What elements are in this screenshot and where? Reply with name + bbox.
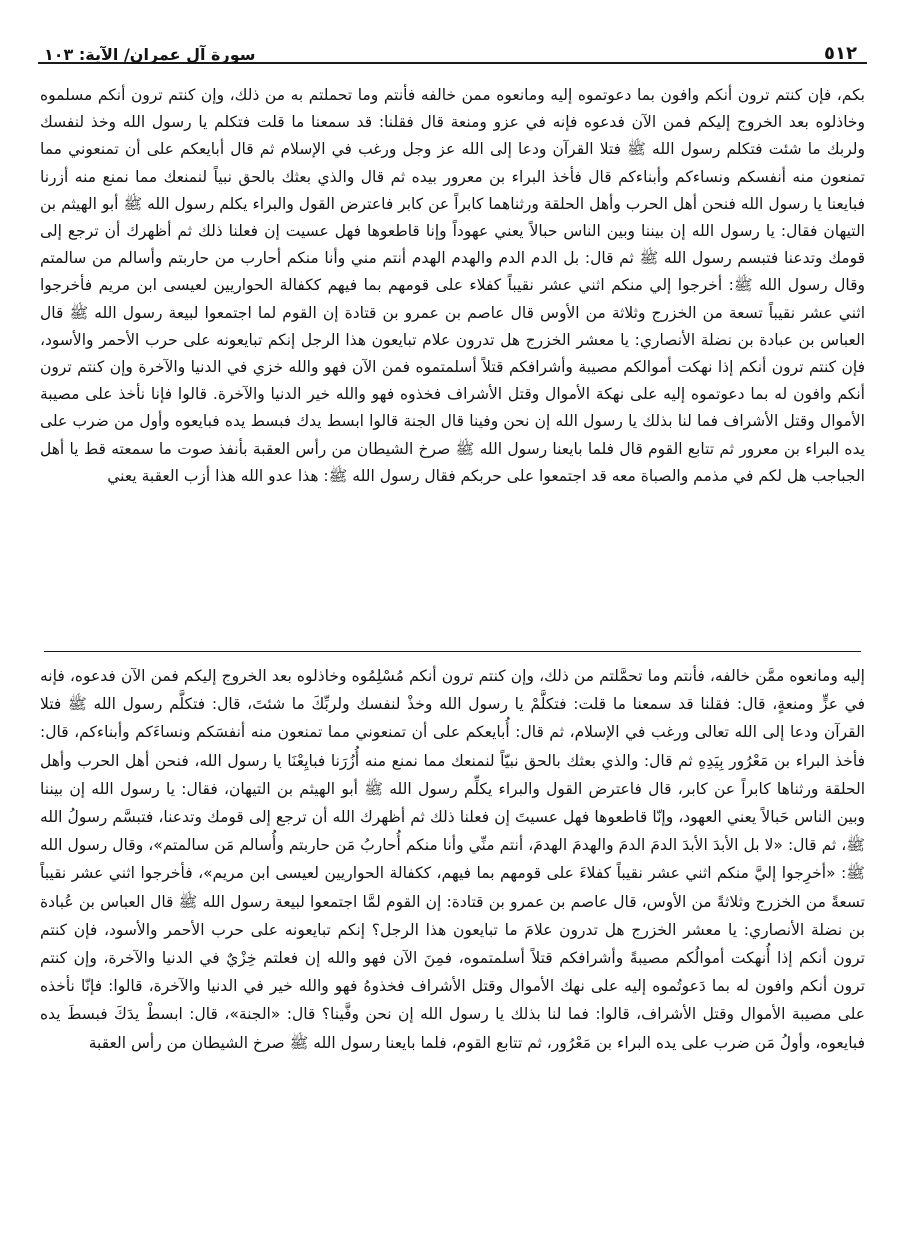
footnote-separator bbox=[44, 651, 861, 652]
page-header bbox=[40, 30, 865, 64]
footnote-text-body: إليه ومانعوه ممَّن خالفه، فأنتم وما تحمَّلتم من ذلك، وإن كنتم ترون أنكم مُسْلِمُوه وخاذلوه بعد الخروج إليكم فمن الآن فدعوه، فإنه في عزٍّ ومنعةٍ، قال: فقلنا قد سمعنا ما قلت: فتكلَّمْ يا رسول الله وخذْ لنفسك ولربِّكَ ما شئتَ، قال: فتكلَّم رسول الله ﷺ فتلا القرآن ودعا إلى الله تعالى ورغب في الإسلام، ثم قال: أُبايعكم على أن تمنعوني مما تمنعون منه أنفسَكم ونساءَكم وأبناءكم، قال: فأخذ البراء بن مَعْرُور بِيَدِهِ ثم قال: والذي بعثك بالحق نبيّاً لنمنعك مما نمنع منه أُزُرَنا فبايِعْنَا يا رسول الله، فنحن أهل الحرب وأهل الحلقة ورثناها كابراً عن كابر، قال فاعترض القول والبراء يكلِّم رسول الله ﷺ أبو الهيثم بن التيهان، فقال: يا رسول الله إن بيننا وبين الناس حَبالاً يعني العهود، وإنّا قاطعوها فهل عسيتَ إن فعلنا ذلك ثم أظهرك الله أن ترجع إلى قومك وتدعنا، فتبسَّم رسولُ الله ﷺ، ثم قال: «لا بل الأبدَ الأبدَ الدمَ الدمَ والهدمَ الهدمَ، أنتم منِّي وأنا منكم أُحاربُ مَن حاربتم وأُسالم مَن سالمتم»، وقال رسول الله ﷺ: «أخرِجوا إليَّ منكم اثني عشر نقيباً كفلاءَ على قومهم بما فيهم، ككفالة الحواريين لعيسى ابن مريم»، فأخرجوا اثني عشر نقيباً تسعةً من الخزرج وثلاثةً من الأوس، قال عاصم بن عمرو بن قتادة: إن القوم لمَّا اجتمعوا لبيعة رسول الله ﷺ قال العباس بن عُبادة بن نضلة الأنصاري: يا معشر الخزرج هل تدرون علامَ ما تبايعون هذا الرجل؟ إنكم تبايعونه على حرب الأحمر والأسود، فإن كنتم ترون أنكم إذا أُنهكت أموالُكم مصيبةً وأشرافكم قتلاً أسلمتموه، فمِنَ الآن فهو والله إن فعلتم خِزْيٌ في الدنيا والآخرة، وإن كنتم ترون أنكم وافون له بما دَعوتُموه إليه على نهك الأموال وقتل الأشراف فخذوهُ فهو والله خير في الدنيا والآخرة، قالوا: فإنّا نأخذه على مصيبة الأموال وقتل الأشراف، قالوا: فما لنا بذلك يا رسول الله إن نحن وفَّينا؟ قال: «الجنة»، قال: ابسطْ يدَكَ فبسطَ يده فبايعوه، وأولُ مَن ضرب على يده البراء بن مَعْرُور، ثم تتابع القوم، فلما بايعنا رسول الله ﷺ صرخ الشيطان من رأس العقبة bbox=[40, 667, 865, 1052]
header-rule bbox=[38, 62, 867, 64]
running-title: سورة آل عمران/ الآية: ١٠٣ bbox=[44, 45, 256, 64]
main-text-body: بكم، فإن كنتم ترون أنكم وافون بما دعوتموه إليه ومانعوه ممن خالفه فأنتم وما تحملتم به من ذلك، وإن كنتم ترون أنكم مسلموه وخاذلوه بعد الخروج إليكم فمن الآن فدعوه فإنه في عزو ومنعة قال فقلنا: قد سمعنا ما قلت فتكلم يا رسول الله وخذ لنفسك ولربك ما شئت فتكلم رسول الله ﷺ فتلا القرآن ودعا إلى الله عز وجل ورغب في الإسلام ثم قال أبايعكم على أن تمنعوني مما تمنعون منه أنفسكم ونساءكم وأبناءكم قال فأخذ البراء بن معرور بيده ثم قال والذي بعثك بالحق نبياً لنمنعك مما نمنع منه أزرنا فبايعنا يا رسول الله فنحن أهل الحرب وأهل الحلقة ورثناهما كابراً عن كابر فاعترض القول والبراء يكلم رسول الله ﷺ أبو الهيثم بن التيهان فقال: يا رسول الله إن بيننا وبين الناس حبالاً يعني عهوداً وإنا قاطعوها فهل عسيت إن فعلنا ذلك ثم أظهرك أن ترجع إلى قومك وتدعنا فتبسم رسول الله ﷺ ثم قال: بل الدم الدم والهدم الهدم أنتم مني وأنا منكم أحارب من حاربتم وأسالم من سالمتم وقال رسول الله ﷺ: أخرجوا إلي منكم اثني عشر نقيباً كفلاء على قومهم بما فيهم ككفالة الحواريين لعيسى ابن مريم فأخرجوا اثني عشر نقيباً تسعة من الخزرج وثلاثة من الأوس قال عاصم بن عمرو بن قتادة إن القوم لما اجتمعوا لبيعة رسول الله ﷺ قال العباس بن عبادة بن نضلة الأنصاري: يا معشر الخزرج هل تدرون علام تبايعون هذا الرجل إنكم تبايعونه على حرب الأحمر والأسود، فإن كنتم ترون أنكم إذا نهكت أموالكم مصيبة وأشرافكم قتلاً أسلمتموه فمن الآن فهو والله خزي في الدنيا والآخرة وإن كنتم ترون أنكم وافون له بما دعوتموه إليه على نهكة الأموال وقتل الأشراف فخذوه فهو والله خير الدنيا والآخرة. قالوا فإنا نأخذ على مصيبة الأموال وقتل الأشراف فما لنا بذلك يا رسول الله إن نحن وفينا قال الجنة قالوا ابسط يدك فبسط يده فبايعوه وأول من ضرب على يده البراء بن معرور ثم تتابع القوم قال فلما بايعنا رسول الله ﷺ صرخ الشيطان من رأس العقبة بأنفذ صوت ما سمعته قط يا أهل الجباجب هل لكم في مذمم والصباة معه قد اجتمعوا على حربكم فقال رسول الله ﷺ: هذا عدو الله هذا أزب العقبة يعني bbox=[40, 86, 865, 485]
page-number: ٥١٢ bbox=[824, 43, 857, 64]
